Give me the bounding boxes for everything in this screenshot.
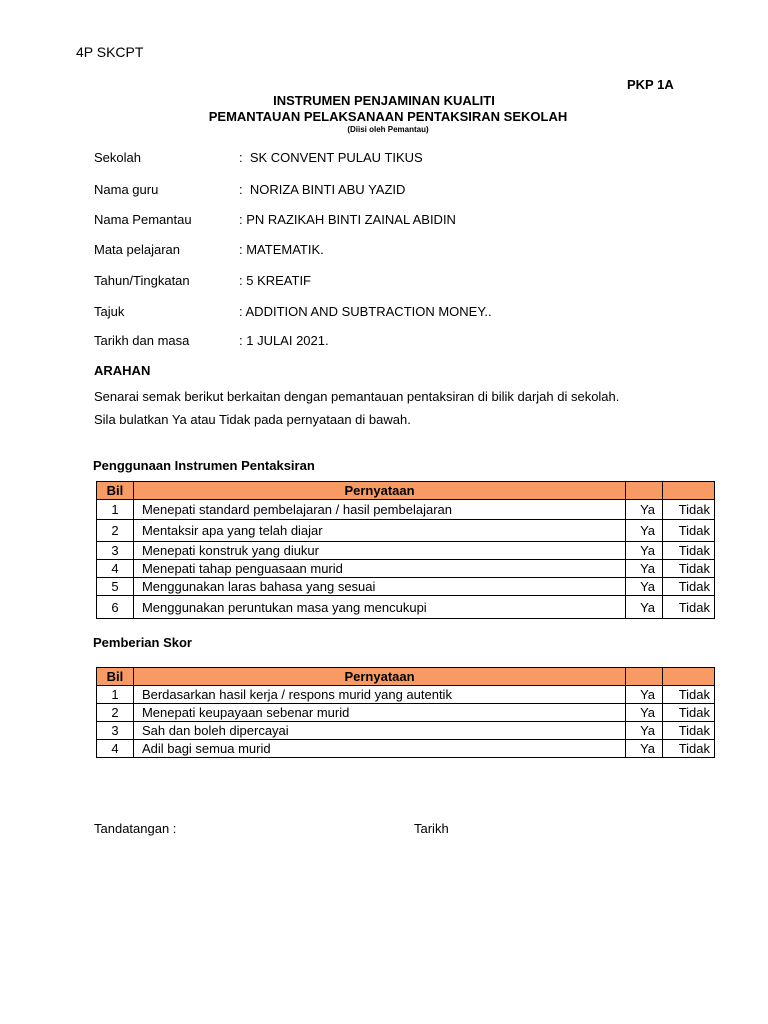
table-header-row	[97, 668, 715, 686]
table-row	[97, 596, 715, 619]
ya-option[interactable]: Ya	[626, 520, 663, 542]
info-value-mata-pelajaran: : MATEMATIK.	[239, 242, 324, 257]
statement-cell: Menggunakan laras bahasa yang sesuai	[133, 578, 625, 596]
ya-option[interactable]: Ya	[626, 596, 663, 619]
statement-cell: Berdasarkan hasil kerja / respons murid yang autentik	[133, 686, 625, 704]
column-header-bil: Bil	[97, 482, 134, 500]
column-header-ya	[626, 482, 663, 500]
table-row	[97, 722, 715, 740]
document-note: (Diisi oleh Pemantau)	[347, 125, 429, 134]
arahan-heading: ARAHAN	[94, 363, 151, 378]
table2-heading: Pemberian Skor	[93, 635, 192, 650]
info-label-mata-pelajaran: Mata pelajaran	[94, 242, 180, 257]
info-value-sekolah: : SK CONVENT PULAU TIKUS	[239, 150, 423, 165]
arahan-line-1: Senarai semak berikut berkaitan dengan pemantauan pentaksiran di bilik darjah di sekolah.	[94, 389, 620, 404]
statement-cell: Menepati standard pembelajaran / hasil pembelajaran	[133, 500, 625, 520]
tidak-option[interactable]: Tidak	[663, 500, 715, 520]
table-row	[97, 704, 715, 722]
tidak-option[interactable]: Tidak	[663, 686, 715, 704]
info-value-tahun: : 5 KREATIF	[239, 273, 311, 288]
row-number: 3	[97, 722, 134, 740]
row-number: 2	[97, 704, 134, 722]
row-number: 4	[97, 740, 134, 758]
table-row	[97, 560, 715, 578]
table-row	[97, 500, 715, 520]
statement-cell: Sah dan boleh dipercayai	[133, 722, 625, 740]
column-header-tidak	[663, 668, 715, 686]
info-label-sekolah: Sekolah	[94, 150, 141, 165]
signature-label: Tandatangan :	[94, 821, 177, 836]
row-number: 1	[97, 500, 134, 520]
arahan-line-2: Sila bulatkan Ya atau Tidak pada pernyataan di bawah.	[94, 412, 411, 427]
document-subtitle: PEMANTAUAN PELAKSANAAN PENTAKSIRAN SEKOLAH	[208, 109, 568, 124]
ya-option[interactable]: Ya	[626, 722, 663, 740]
info-value-tajuk: : ADDITION AND SUBTRACTION MONEY..	[239, 304, 492, 319]
statement-cell: Mentaksir apa yang telah diajar	[133, 520, 625, 542]
date-label: Tarikh	[414, 821, 449, 836]
column-header-tidak	[663, 482, 715, 500]
pemberian-skor-table	[96, 667, 715, 758]
statement-cell: Menepati konstruk yang diukur	[133, 542, 625, 560]
row-number: 5	[97, 578, 134, 596]
info-label-tahun: Tahun/Tingkatan	[94, 273, 190, 288]
column-header-bil: Bil	[97, 668, 134, 686]
info-value-nama-guru: : NORIZA BINTI ABU YAZID	[239, 182, 406, 197]
row-number: 6	[97, 596, 134, 619]
info-label-tarikh: Tarikh dan masa	[94, 333, 190, 348]
table-row	[97, 520, 715, 542]
tidak-option[interactable]: Tidak	[663, 740, 715, 758]
tidak-option[interactable]: Tidak	[663, 520, 715, 542]
penggunaan-instrumen-table	[96, 481, 715, 619]
tidak-option[interactable]: Tidak	[663, 542, 715, 560]
table-row	[97, 686, 715, 704]
statement-cell: Menepati tahap penguasaan murid	[133, 560, 625, 578]
table-header-row	[97, 482, 715, 500]
ya-option[interactable]: Ya	[626, 740, 663, 758]
statement-cell: Adil bagi semua murid	[133, 740, 625, 758]
school-tag: 4P SKCPT	[76, 44, 144, 60]
row-number: 1	[97, 686, 134, 704]
table-row	[97, 578, 715, 596]
ya-option[interactable]: Ya	[626, 686, 663, 704]
tidak-option[interactable]: Tidak	[663, 560, 715, 578]
row-number: 3	[97, 542, 134, 560]
row-number: 4	[97, 560, 134, 578]
ya-option[interactable]: Ya	[626, 500, 663, 520]
column-header-pernyataan: Pernyataan	[133, 668, 625, 686]
row-number: 2	[97, 520, 134, 542]
ya-option[interactable]: Ya	[626, 578, 663, 596]
ya-option[interactable]: Ya	[626, 704, 663, 722]
info-value-tarikh: : 1 JULAI 2021.	[239, 333, 329, 348]
column-header-pernyataan: Pernyataan	[133, 482, 625, 500]
ya-option[interactable]: Ya	[626, 560, 663, 578]
info-label-nama-guru: Nama guru	[94, 182, 159, 197]
tidak-option[interactable]: Tidak	[663, 596, 715, 619]
statement-cell: Menggunakan peruntukan masa yang mencukupi	[133, 596, 625, 619]
table1-heading: Penggunaan Instrumen Pentaksiran	[93, 458, 315, 473]
table-row	[97, 740, 715, 758]
statement-cell: Menepati keupayaan sebenar murid	[133, 704, 625, 722]
column-header-ya	[626, 668, 663, 686]
info-value-nama-pemantau: : PN RAZIKAH BINTI ZAINAL ABIDIN	[239, 212, 456, 227]
tidak-option[interactable]: Tidak	[663, 722, 715, 740]
info-label-nama-pemantau: Nama Pemantau	[94, 212, 192, 227]
table-row	[97, 542, 715, 560]
document-title: INSTRUMEN PENJAMINAN KUALITI	[273, 93, 495, 108]
tidak-option[interactable]: Tidak	[663, 704, 715, 722]
info-label-tajuk: Tajuk	[94, 304, 125, 319]
tidak-option[interactable]: Tidak	[663, 578, 715, 596]
form-code: PKP 1A	[627, 77, 674, 92]
ya-option[interactable]: Ya	[626, 542, 663, 560]
